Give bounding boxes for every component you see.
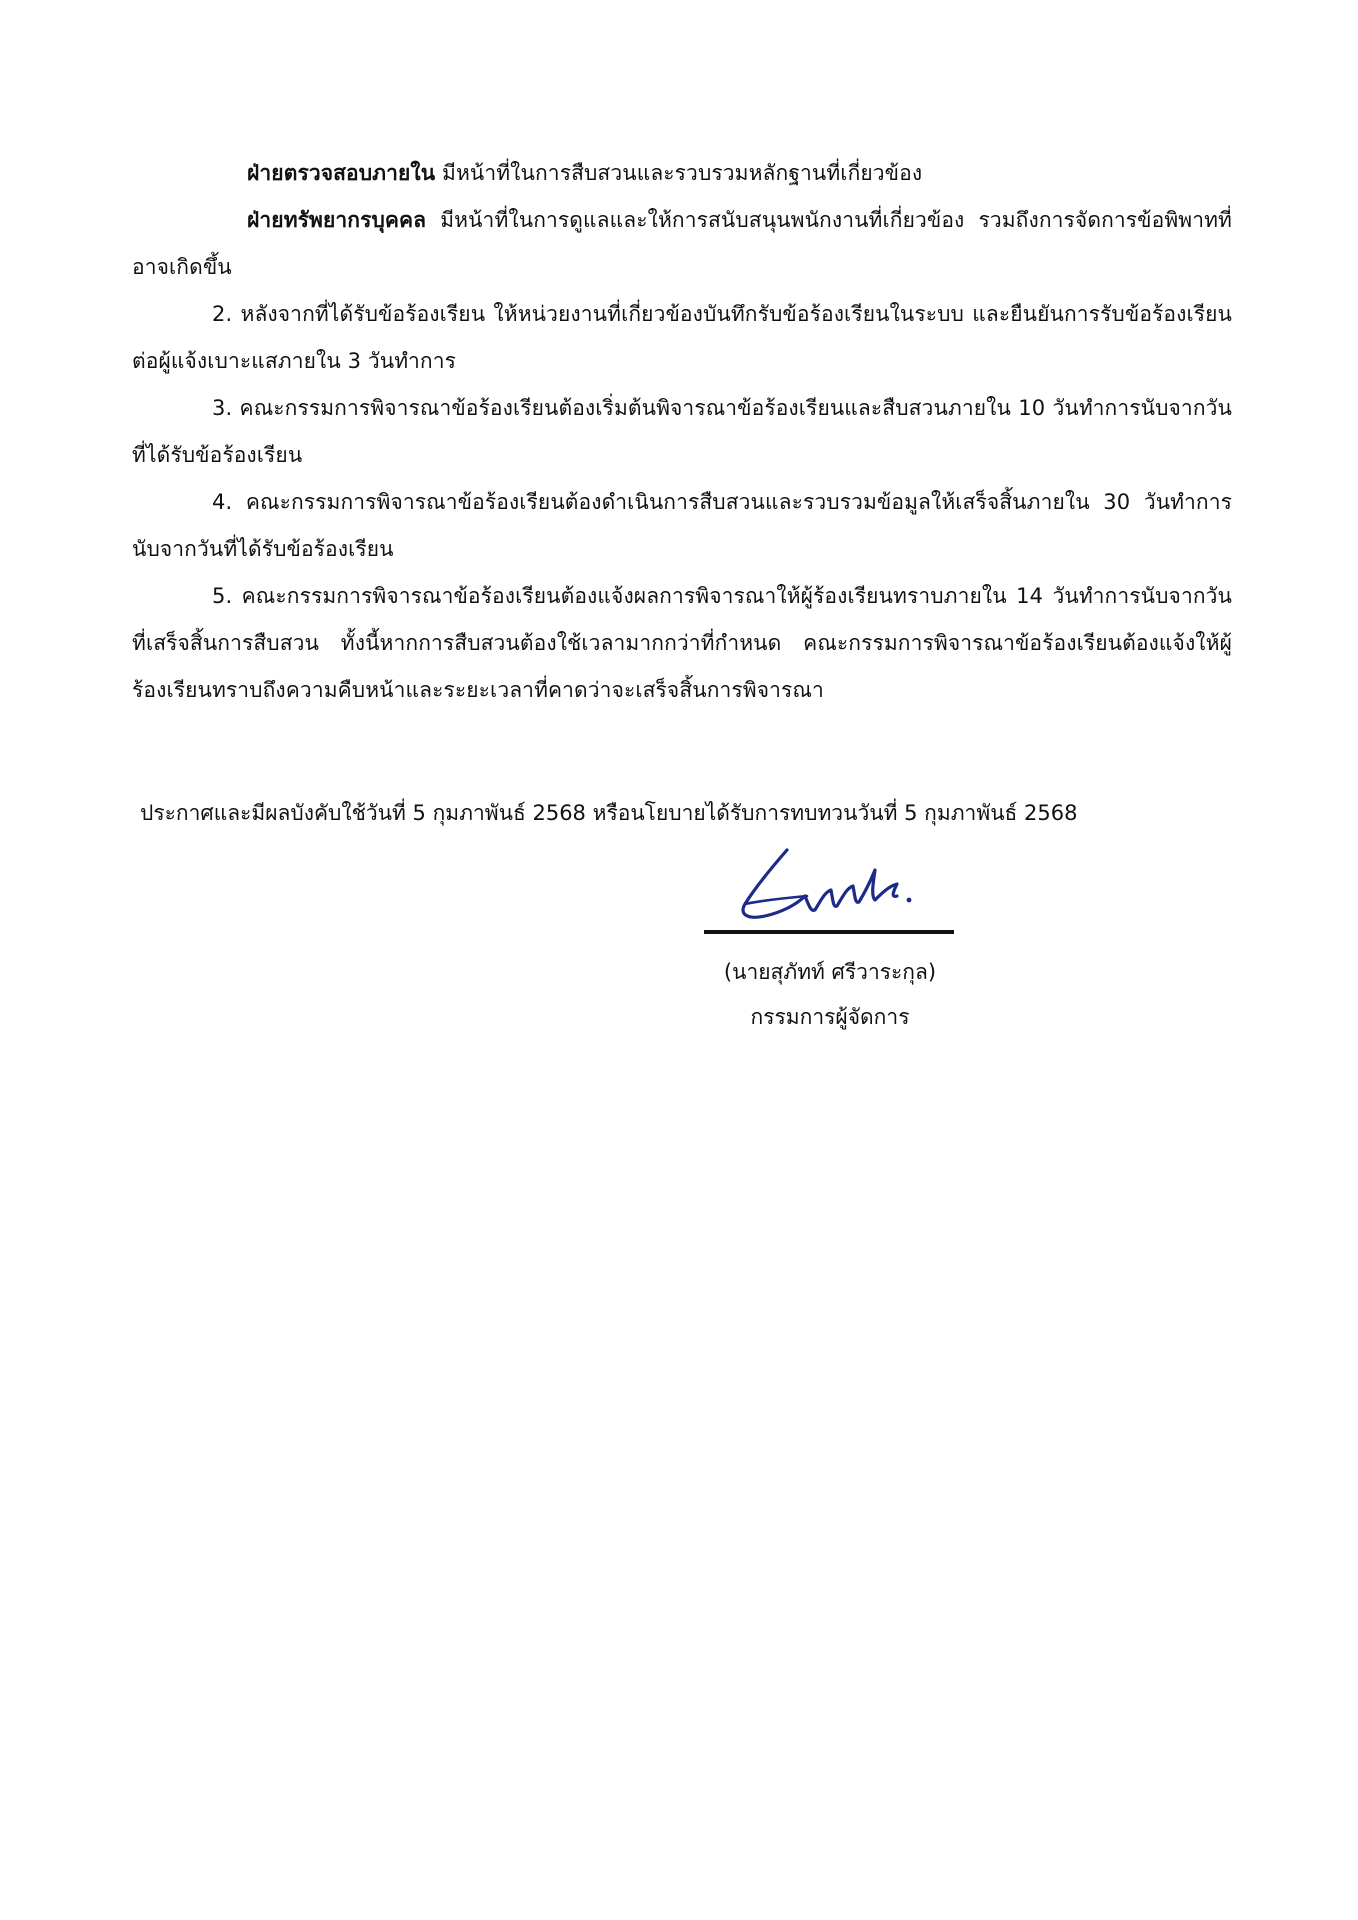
role-title: ฝ่ายทรัพยากรบุคคล xyxy=(247,208,427,232)
handwritten-signature xyxy=(725,840,935,930)
role-description: มีหน้าที่ในการดูแลและให้การสนับสนุนพนักงานที่เกี่ยวข้อง รวมถึงการจัดการข้อพิพาทที่อาจเกิดขึ้น xyxy=(132,208,1232,279)
signer-position: กรรมการผู้จัดการ xyxy=(750,1005,910,1029)
role-description: มีหน้าที่ในการสืบสวนและรวบรวมหลักฐานที่เกี่ยวข้อง xyxy=(435,161,923,185)
role-internal-audit xyxy=(132,150,1232,197)
signer-name: (นายสุภัทท์ ศรีวาระกุล) xyxy=(723,960,937,984)
role-human-resources xyxy=(132,197,1232,291)
step-5: 5. คณะกรรมการพิจารณาข้อร้องเรียนต้องแจ้งผลการพิจารณาให้ผู้ร้องเรียนทราบภายใน 14 วันทำการนับจากวันที่เสร็จสิ้นการสืบสวน ทั้งนี้หากการสืบสวนต้องใช้เวลามากกว่าที่กำหนด คณะกรรมการพิจารณาข้อร้องเรียนต้องแจ้งให้ผู้ร้องเรียนทราบถึงความคืบหน้าและระยะเวลาที่คาดว่าจะเสร็จสิ้นการพิจารณา xyxy=(132,584,1232,702)
effective-date-statement: ประกาศและมีผลบังคับใช้วันที่ 5 กุมภาพันธ์ 2568 หรือนโยบายได้รับการทบทวนวันที่ 5 กุมภาพันธ์ 2568 xyxy=(140,801,1078,825)
document-body xyxy=(132,150,1232,714)
signer-block xyxy=(680,950,980,1040)
role-title: ฝ่ายตรวจสอบภายใน xyxy=(247,161,436,185)
step-3: 3. คณะกรรมการพิจารณาข้อร้องเรียนต้องเริ่มต้นพิจารณาข้อร้องเรียนและสืบสวนภายใน 10 วันทำการนับจากวันที่ได้รับข้อร้องเรียน xyxy=(132,396,1232,467)
signature-line xyxy=(704,930,954,934)
step-4: 4. คณะกรรมการพิจารณาข้อร้องเรียนต้องดำเนินการสืบสวนและรวบรวมข้อมูลให้เสร็จสิ้นภายใน 30 วันทำการนับจากวันที่ได้รับข้อร้องเรียน xyxy=(132,490,1232,561)
step-2: 2. หลังจากที่ได้รับข้อร้องเรียน ให้หน่วยงานที่เกี่ยวข้องบันทึกรับข้อร้องเรียนในระบบ และยืนยันการรับข้อร้องเรียนต่อผู้แจ้งเบาะแสภายใน 3 วันทำการ xyxy=(132,302,1232,373)
